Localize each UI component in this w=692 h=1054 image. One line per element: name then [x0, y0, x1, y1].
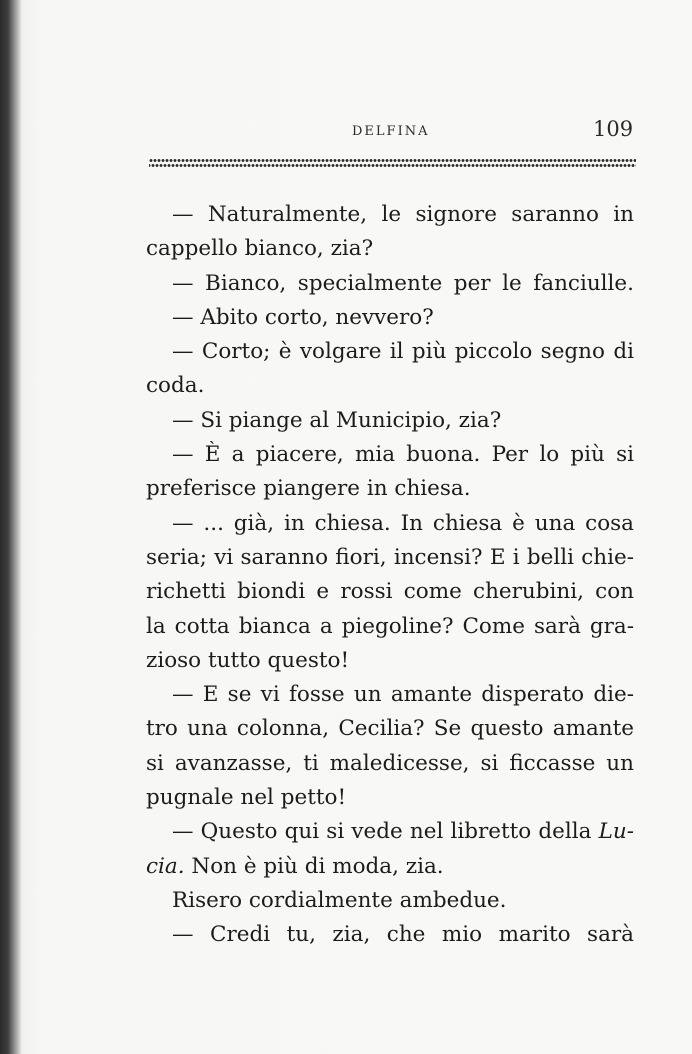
- text-line: seria; vi saranno fiori, incensi? E i belli chie-: [146, 544, 634, 570]
- text-line: [146, 850, 634, 884]
- text-line: — ... già, in chiesa. In chiesa è una cosa: [172, 510, 634, 536]
- italic-text: cia.: [146, 853, 185, 879]
- text-line: richetti biondi e rossi come cherubini, con: [146, 579, 634, 605]
- text-line: — Bianco, specialmente per le fanciulle.: [172, 270, 634, 296]
- text-line: pugnale nel petto!: [146, 785, 347, 811]
- text-line: tro una colonna, Cecilia? Se questo amante: [146, 716, 634, 742]
- text-line: — È a piacere, mia buona. Per lo più si: [172, 442, 634, 468]
- text-segment: Non è più di moda, zia.: [184, 853, 444, 879]
- text-line: — Naturalmente, le signore saranno in: [172, 202, 634, 227]
- italic-text: Lu-: [598, 819, 634, 845]
- text-segment: — Questo qui si vede nel libretto della: [172, 819, 592, 845]
- text-line: cappello bianco, zia?: [146, 236, 374, 262]
- text-line: Risero cordialmente ambedue.: [172, 887, 507, 913]
- text-line: — Corto; è volgare il più piccolo segno di: [172, 339, 634, 365]
- text-line: — Abito corto, nevvero?: [172, 304, 434, 330]
- text-line: la cotta bianca a piegoline? Come sarà gra-: [146, 613, 634, 639]
- page-number: 109: [593, 117, 634, 141]
- ornamental-rule: [149, 158, 636, 168]
- text-line: [146, 815, 634, 849]
- running-title: DELFINA: [352, 124, 430, 139]
- text-line: — Credi tu, zia, che mio marito sarà: [172, 922, 634, 948]
- text-line: — Si piange al Municipio, zia?: [172, 407, 502, 433]
- text-line: si avanzasse, ti maledicesse, si ficcasse un: [146, 750, 634, 776]
- text-line: zioso tutto questo!: [146, 647, 350, 673]
- text-line: — E se vi fosse un amante disperato die-: [172, 682, 634, 708]
- binding-edge: [0, 0, 22, 1054]
- body-text: [146, 198, 634, 953]
- text-line: coda.: [146, 373, 205, 399]
- text-line: preferisce piangere in chiesa.: [146, 476, 471, 502]
